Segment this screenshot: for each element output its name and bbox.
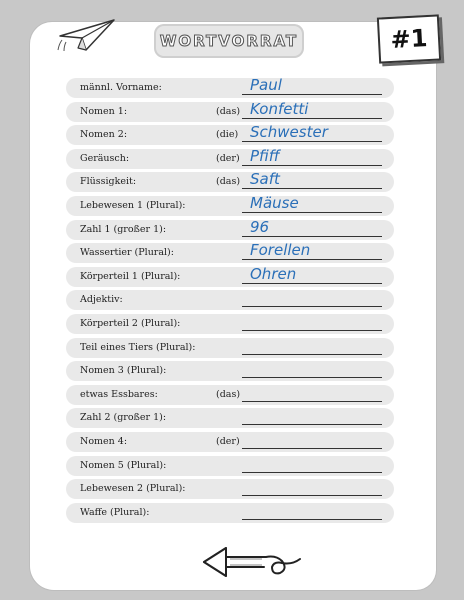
handwritten-answer[interactable]: Mäuse (250, 193, 299, 212)
vocab-row (66, 336, 394, 360)
row-label: Wassertier (Plural): (80, 247, 174, 259)
answer-line[interactable] (242, 377, 382, 378)
row-label: Nomen 5 (Plural): (80, 459, 167, 471)
row-label: Geräusch: (80, 152, 130, 164)
answer-line[interactable] (242, 283, 382, 284)
answer-line[interactable] (242, 94, 382, 95)
vocabulary-list (66, 76, 394, 524)
curly-arrow-left-icon (196, 542, 306, 582)
vocab-row (66, 218, 394, 242)
answer-line[interactable] (242, 330, 382, 331)
answer-line[interactable] (242, 424, 382, 425)
answer-line[interactable] (242, 448, 382, 449)
vocab-row (66, 147, 394, 171)
paper-plane-icon (56, 16, 118, 56)
row-article: (die) (216, 129, 239, 141)
row-label: Flüssigkeit: (80, 176, 137, 188)
vocab-row (66, 312, 394, 336)
answer-line[interactable] (242, 354, 382, 355)
vocab-row (66, 123, 394, 147)
page-title: WORTVORRAT (159, 32, 299, 50)
answer-line[interactable] (242, 306, 382, 307)
answer-line[interactable] (242, 519, 382, 520)
row-label: Adjektiv: (80, 294, 123, 306)
row-label: Körperteil 2 (Plural): (80, 317, 181, 329)
vocab-row (66, 288, 394, 312)
row-label: Körperteil 1 (Plural): (80, 270, 181, 282)
row-label: Nomen 3 (Plural): (80, 365, 167, 377)
vocab-row (66, 241, 394, 265)
vocab-row (66, 406, 394, 430)
vocab-row (66, 454, 394, 478)
handwritten-answer[interactable]: 96 (250, 217, 270, 236)
vocab-row (66, 76, 394, 100)
row-label: Zahl 1 (großer 1): (80, 223, 167, 235)
row-article: (der) (216, 435, 240, 447)
answer-line[interactable] (242, 118, 382, 119)
handwritten-answer[interactable]: Forellen (250, 241, 311, 260)
row-article: (das) (216, 176, 241, 188)
vocab-row (66, 265, 394, 289)
vocab-row (66, 383, 394, 407)
answer-line[interactable] (242, 141, 382, 142)
row-article: (das) (216, 105, 241, 117)
vocab-row (66, 194, 394, 218)
row-label: Lebewesen 1 (Plural): (80, 199, 186, 211)
answer-line[interactable] (242, 236, 382, 237)
answer-line[interactable] (242, 472, 382, 473)
answer-line[interactable] (242, 212, 382, 213)
answer-line[interactable] (242, 165, 382, 166)
answer-line[interactable] (242, 188, 382, 189)
row-label: Nomen 1: (80, 105, 128, 117)
handwritten-answer[interactable]: Paul (250, 76, 282, 94)
vocab-row (66, 100, 394, 124)
handwritten-answer[interactable]: Saft (250, 170, 280, 189)
answer-line[interactable] (242, 401, 382, 402)
row-article: (der) (216, 152, 240, 164)
answer-line[interactable] (242, 495, 382, 496)
row-label: etwas Essbares: (80, 388, 158, 400)
row-label: Zahl 2 (großer 1): (80, 412, 167, 424)
row-label: Nomen 4: (80, 435, 128, 447)
handwritten-answer[interactable]: Pfiff (250, 146, 280, 165)
row-article: (das) (216, 388, 241, 400)
row-label: Teil eines Tiers (Plural): (80, 341, 196, 353)
badge-label: #1 (389, 24, 429, 54)
row-label: Nomen 2: (80, 129, 128, 141)
handwritten-answer[interactable]: Konfetti (250, 99, 309, 118)
number-badge (377, 14, 441, 63)
handwritten-answer[interactable]: Ohren (250, 264, 297, 283)
title-banner (154, 24, 304, 58)
vocab-row (66, 359, 394, 383)
vocab-row (66, 501, 394, 525)
row-label: männl. Vorname: (80, 82, 162, 93)
row-label: Waffe (Plural): (80, 506, 150, 518)
handwritten-answer[interactable]: Schwester (250, 123, 328, 142)
row-label: Lebewesen 2 (Plural): (80, 483, 186, 495)
vocab-row (66, 170, 394, 194)
vocab-row (66, 477, 394, 501)
answer-line[interactable] (242, 259, 382, 260)
vocab-row (66, 430, 394, 454)
